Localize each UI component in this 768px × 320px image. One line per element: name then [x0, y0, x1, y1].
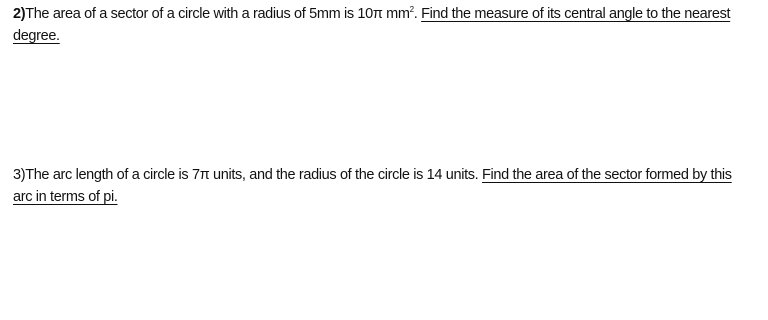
question-3 — [13, 164, 753, 208]
question-2-punctuation: . — [413, 6, 422, 22]
question-2-number: 2) — [13, 6, 26, 22]
question-3-statement: The arc length of a circle is 7π units, and the radius of the circle is 14 units. — [25, 167, 483, 183]
question-2-exponent: 2 — [409, 5, 414, 15]
question-2 — [13, 3, 753, 47]
question-2-statement: The area of a sector of a circle with a radius of 5mm is 10π mm — [25, 6, 410, 22]
question-2-task: Find the measure of its central angle to the nearest degree. — [13, 6, 731, 44]
question-3-number: 3) — [13, 167, 26, 183]
question-3-task: Find the area of the sector formed by this arc in terms of pi. — [13, 167, 732, 205]
